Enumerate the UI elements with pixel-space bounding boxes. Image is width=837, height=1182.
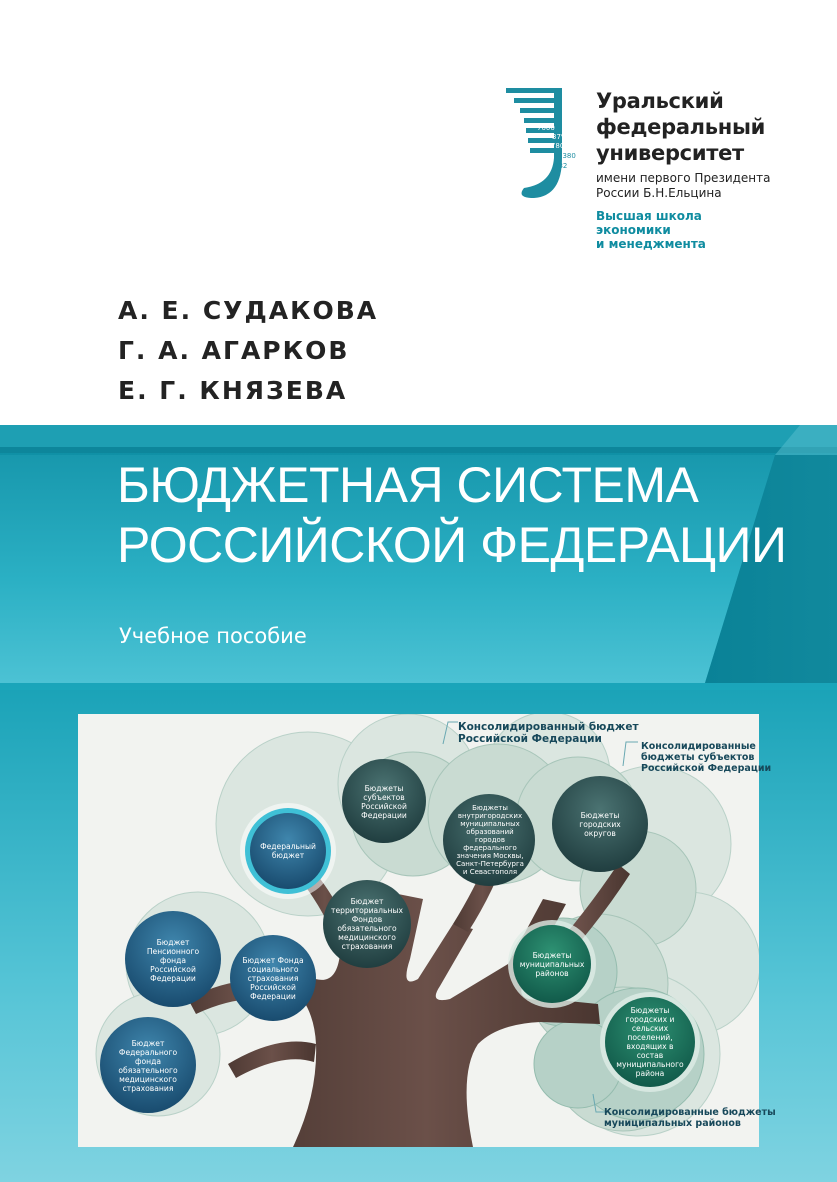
book-title-line-2: РОССИЙСКОЙ ФЕДЕРАЦИИ: [117, 517, 787, 573]
school-line-3: и менеджмента: [596, 237, 706, 251]
circle-medical-text: Бюджет Федерального фонда обязательного медицинского страхования: [118, 1039, 178, 1093]
circle-intracity-text: Бюджеты внутригородских муниципальных образований городов федерального значения Москвы, Санкт-Петербурга и Севастополя: [456, 804, 524, 876]
university-logo-icon: [504, 86, 590, 202]
university-name-line-3: университет: [596, 141, 744, 165]
logo-number-3: 95780: [542, 142, 565, 150]
university-name-line-1: Уральский: [596, 89, 724, 113]
university-named-after: [596, 171, 826, 201]
label-consolidated-municipal: [604, 1107, 776, 1129]
logo-number-2: 37%: [552, 133, 568, 141]
circle-social-text: Бюджет Фонда социального страхования Российской Федерации: [242, 955, 304, 1001]
label-consolidated-subjects-line-3: Российской Федерации: [641, 763, 772, 774]
school-line-2: экономики: [596, 223, 671, 237]
book-subtitle: Учебное пособие: [119, 624, 307, 648]
author-3: Е. Г. КНЯЗЕВА: [118, 376, 348, 405]
circle-settlements-text: Бюджеты городских и сельских поселений, входящих в состав муниципального района: [616, 1006, 684, 1078]
named-after-line-1: имени первого Президента: [596, 171, 771, 185]
author-1: А. Е. СУДАКОВА: [118, 296, 379, 325]
circle-city-districts-text: Бюджеты городских округов: [579, 810, 621, 838]
named-after-line-2: России Б.Н.Ельцина: [596, 186, 722, 200]
label-consolidated-rf: [458, 721, 639, 745]
label-consolidated-rf-line-2: Российской Федерации: [458, 733, 602, 745]
circle-federal-text: Федеральный бюджет: [260, 842, 316, 860]
university-name: [596, 88, 826, 166]
label-consolidated-subjects-line-2: бюджеты субъектов: [641, 752, 755, 763]
logo-number-4: 7380: [558, 152, 576, 160]
book-title-line-1: БЮДЖЕТНАЯ СИСТЕМА: [117, 457, 699, 513]
label-consolidated-municipal-line-1: Консолидированные бюджеты: [604, 1107, 776, 1118]
university-name-line-2: федеральный: [596, 115, 766, 139]
circle-territorial-funds-text: Бюджет территориальных Фондов обязательного медицинского страхования: [331, 897, 403, 951]
book-title: [117, 455, 786, 575]
school-name: [596, 209, 826, 251]
label-consolidated-subjects: [641, 741, 771, 774]
circle-municipal-districts-text: Бюджеты муниципальных районов: [519, 950, 585, 978]
school-line-1: Высшая школа: [596, 209, 702, 223]
authors: [118, 296, 378, 416]
logo-number-1: 7000: [537, 124, 555, 132]
logo-number-5: 232: [554, 162, 568, 170]
label-consolidated-subjects-line-1: Консолидированные: [641, 741, 756, 752]
circle-pension-text: Бюджет Пенсионного фонда Российской Федерации: [146, 937, 200, 983]
label-consolidated-rf-line-1: Консолидированный бюджет: [458, 721, 639, 733]
author-2: Г. А. АГАРКОВ: [118, 336, 350, 365]
circle-subjects-text: Бюджеты субъектов Российской Федерации: [361, 784, 407, 820]
label-consolidated-municipal-line-2: муниципальных районов: [604, 1118, 741, 1129]
